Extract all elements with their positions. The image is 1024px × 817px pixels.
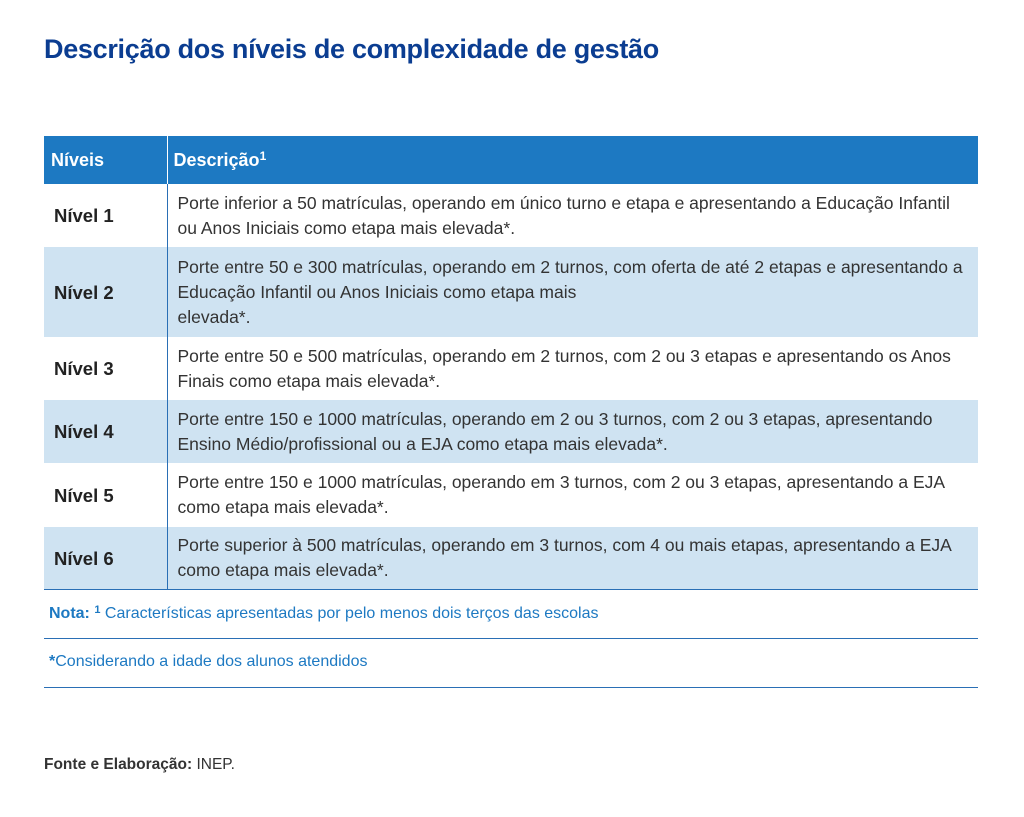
asterisk-mark: *: [49, 653, 56, 670]
level-cell: Nível 5: [44, 463, 167, 527]
footnote-asterisk: [44, 639, 978, 688]
table-row: [44, 337, 978, 400]
source-label: Fonte e Elaboração:: [44, 756, 193, 773]
header-levels: Níveis: [44, 136, 167, 184]
table-row: [44, 247, 978, 337]
table-row: [44, 400, 978, 463]
note-label: Nota:: [49, 605, 90, 622]
description-line: elevada*.: [177, 306, 251, 327]
header-description-footnote: 1: [259, 149, 267, 163]
table-row: [44, 463, 978, 527]
asterisk-text: Considerando a idade dos alunos atendidos: [55, 653, 368, 670]
description-line: Porte entre 50 e 300 matrículas, operando em 2 turnos, com oferta de até 2 etapas e apresentando a Educação Infantil ou Anos Iniciais como etapa mais: [177, 256, 963, 302]
description-cell: Porte inferior a 50 matrículas, operando em único turno e etapa e apresentando a Educação Infantil ou Anos Iniciais como etapa mais elevada*.: [177, 192, 950, 238]
note-footnote-mark: 1: [94, 604, 101, 616]
levels-table: [44, 136, 978, 590]
level-cell: Nível 3: [44, 337, 167, 400]
description-cell: Porte entre 50 e 500 matrículas, operando em 2 turnos, com 2 ou 3 etapas e apresentando os Anos Finais como etapa mais elevada*.: [177, 345, 951, 391]
description-cell: Porte entre 150 e 1000 matrículas, operando em 2 ou 3 turnos, com 2 ou 3 etapas, apresentando Ensino Médio/profissional ou a EJA como etapa mais elevada*.: [167, 400, 978, 463]
header-description-label: Descrição: [173, 150, 260, 170]
description-cell: Porte entre 150 e 1000 matrículas, operando em 3 turnos, com 2 ou 3 etapas, apresentando a EJA como etapa mais elevada*.: [177, 472, 945, 517]
footnote-note: [44, 592, 978, 639]
note-text: Características apresentadas por pelo menos dois terços das escolas: [104, 605, 599, 622]
header-description: [167, 136, 978, 184]
description-cell: [167, 247, 978, 337]
level-cell: Nível 1: [44, 184, 167, 247]
page-title: Descrição dos níveis de complexidade de gestão: [44, 34, 659, 64]
table-header-row: [44, 136, 978, 184]
table-row: [44, 527, 978, 590]
source-credit: [44, 756, 235, 774]
description-cell: Porte superior à 500 matrículas, operando em 3 turnos, com 4 ou mais etapas, apresentando a EJA como etapa mais elevada*.: [167, 527, 978, 590]
source-value: INEP.: [196, 756, 235, 773]
level-cell: Nível 6: [44, 527, 167, 590]
level-cell: Nível 4: [44, 400, 167, 463]
table-row: [44, 184, 978, 247]
level-cell: Nível 2: [44, 247, 167, 337]
